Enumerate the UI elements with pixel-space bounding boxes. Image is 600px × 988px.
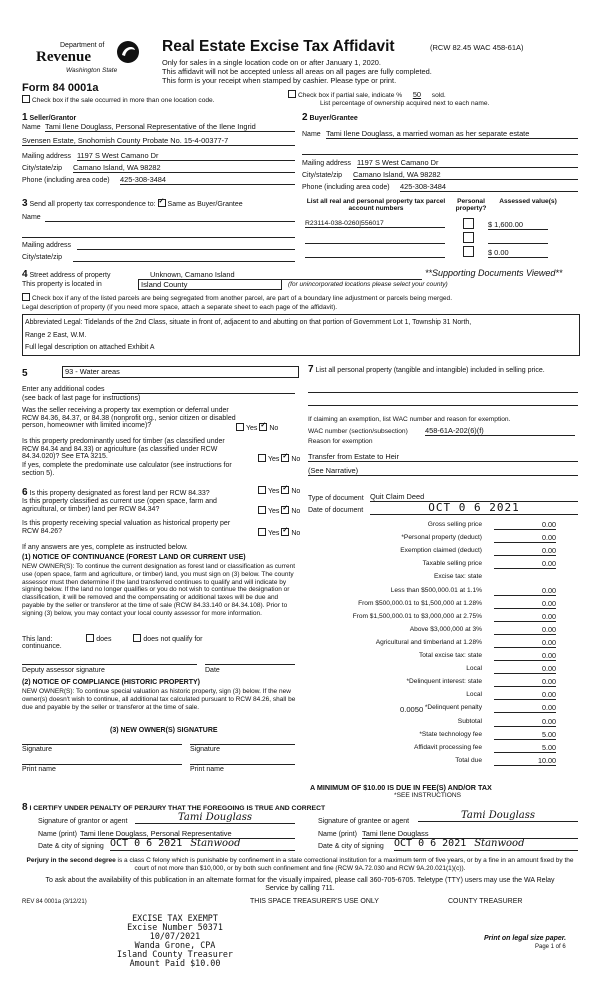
alternate-format-note: To ask about the availability of this publication in an alternate format for the visually impaired, please call 360-705-6705. Teletype (TTY) users may use the WA Relay Service by calling 711. bbox=[45, 877, 555, 893]
owner-sig-label-1: Signature bbox=[22, 746, 52, 753]
deputy-date-label: Date bbox=[205, 667, 220, 674]
parcel-number-3[interactable] bbox=[305, 250, 445, 258]
deputy-sig-label: Deputy assessor signature bbox=[22, 667, 105, 674]
s6q3-yes-no: Yes ✓ No bbox=[258, 528, 300, 537]
partial-sale-row bbox=[288, 90, 446, 99]
calc-value[interactable]: 5.00 bbox=[494, 730, 556, 740]
notice2-body: NEW OWNER(S): To continue special valuation as historic property, sign (3) below. If the new owner(s) doesn't wish to continue, all additional tax calculated pursuant to RCW 84.26, shall be due and payable by the seller or transferor at the time of sale. bbox=[22, 688, 296, 711]
partial-sale-label-b: sold. bbox=[431, 92, 446, 99]
legal-label: Legal description of property (if you need more space, attach a separate sheet to each page of the affidavit). bbox=[22, 304, 338, 311]
seller-address[interactable]: 1197 S West Camano Dr bbox=[77, 151, 295, 161]
buyer-city-label: City/state/zip bbox=[302, 172, 343, 179]
legal-description-box[interactable] bbox=[22, 314, 580, 356]
buyer-name[interactable]: Tami Ilene Douglass, a married woman as her separate estate bbox=[326, 129, 578, 139]
owner-sig-field-1[interactable] bbox=[22, 742, 182, 745]
deputy-signature-field[interactable] bbox=[22, 662, 197, 665]
corr-name-label: Name bbox=[22, 214, 41, 221]
corr-address-label: Mailing address bbox=[22, 242, 72, 249]
grantor-signature[interactable]: Tami Douglass bbox=[135, 812, 295, 824]
owner-sig-label-2: Signature bbox=[190, 746, 220, 753]
buyer-city[interactable]: Camano Island, WA 98282 bbox=[353, 170, 578, 180]
corr-city-label: City/state/zip bbox=[22, 254, 63, 261]
grantee-date: OCT 0 6 2021 bbox=[394, 838, 467, 849]
buyer-address-label: Mailing address bbox=[302, 160, 352, 167]
calc-row bbox=[300, 625, 560, 637]
calc-row bbox=[300, 651, 560, 663]
multi-location-row bbox=[22, 95, 215, 104]
calc-value[interactable]: 5.00 bbox=[494, 743, 556, 753]
new-owner-title: (3) NEW OWNER(S) SIGNATURE bbox=[110, 727, 218, 734]
personal-checkbox-1[interactable] bbox=[463, 218, 474, 229]
calc-label: *State technology fee bbox=[419, 730, 482, 738]
calc-row bbox=[300, 572, 560, 584]
correspondence-label: Send all property tax correspondence to: bbox=[29, 201, 156, 208]
doc-date-label: Date of document bbox=[308, 507, 364, 514]
assessed-col-header: Assessed value(s) bbox=[499, 198, 557, 205]
calc-row bbox=[300, 690, 560, 702]
segregated-row bbox=[22, 293, 452, 302]
seller-city[interactable]: Camano Island, WA 98282 bbox=[73, 163, 295, 173]
grantee-signature[interactable]: Tami Douglass bbox=[418, 810, 578, 822]
q2-no-checkbox[interactable] bbox=[281, 454, 289, 462]
calc-row bbox=[300, 520, 560, 532]
street-row: 4 Street address of property bbox=[22, 269, 111, 280]
legal-line2: Range 2 East, W.M. bbox=[25, 332, 87, 339]
assessed-value-2[interactable] bbox=[488, 236, 548, 244]
assessed-value-1[interactable]: $ 1,600.00 bbox=[488, 220, 548, 230]
dept-line3: Washington State bbox=[66, 67, 118, 74]
reason-line1[interactable]: Transfer from Estate to Heir bbox=[308, 452, 578, 462]
multi-location-checkbox[interactable] bbox=[22, 95, 30, 103]
personal-property-line2[interactable] bbox=[308, 403, 578, 406]
calc-value[interactable]: 0.00 bbox=[494, 717, 556, 727]
q1-yes-no: Yes ✓ No bbox=[236, 423, 278, 432]
seller-name-label: Name bbox=[22, 124, 41, 131]
see-instructions: *SEE INSTRUCTIONS bbox=[394, 792, 462, 799]
owner-print-label-1: Print name bbox=[22, 766, 56, 773]
parcel-number-2[interactable] bbox=[305, 236, 445, 244]
local-rate: 0.0050 bbox=[400, 705, 424, 714]
grantee-sig-label: Signature of grantee or agent bbox=[318, 818, 410, 825]
stamp-line4: Wanda Grone, CPA bbox=[134, 940, 216, 950]
multi-location-label: Check box if the sale occurred in more than one location code. bbox=[32, 97, 215, 104]
supporting-docs-stamp: **Supporting Documents Viewed** bbox=[425, 268, 563, 278]
calc-value[interactable]: 0.00 bbox=[494, 533, 556, 543]
this-land-row: This land: does does not qualify for bbox=[22, 636, 203, 643]
notice2-title: (2) NOTICE OF COMPLIANCE (HISTORIC PROPERTY) bbox=[22, 679, 200, 686]
personal-checkbox-3[interactable] bbox=[463, 246, 474, 257]
parcel-col-header: List all real and personal property tax parcel account numbers bbox=[306, 198, 446, 212]
treasurer-stamp bbox=[110, 914, 240, 968]
calc-label: Agricultural and timberland at 1.28% bbox=[375, 638, 482, 646]
assessed-value-3[interactable]: $ 0.00 bbox=[488, 248, 548, 258]
calc-row bbox=[300, 638, 560, 650]
s6q2-no-checkbox[interactable] bbox=[281, 506, 289, 514]
calc-value[interactable]: 0.00 bbox=[494, 638, 556, 648]
calc-row bbox=[300, 756, 560, 768]
calc-label: Subtotal bbox=[457, 717, 482, 725]
calc-label: Local bbox=[466, 691, 482, 699]
certify-heading: 8 I CERTIFY UNDER PENALTY OF PERJURY THAT THE FOREGOING IS TRUE AND CORRECT bbox=[22, 802, 326, 813]
forest-question: 6 Is this property designated as forest land per RCW 84.33? bbox=[22, 487, 210, 498]
calc-label: Less than $500,000.01 at 1.1% bbox=[390, 586, 482, 594]
if-yes-note: If any answers are yes, complete as instructed below. bbox=[22, 544, 188, 551]
doc-type[interactable]: Quit Claim Deed bbox=[370, 492, 578, 502]
calc-label: Exemption claimed (deduct) bbox=[400, 547, 482, 555]
q2-yes-checkbox[interactable] bbox=[258, 454, 266, 462]
seller-phone[interactable]: 425-308-3484 bbox=[120, 175, 295, 185]
section5-num: 5 bbox=[22, 368, 28, 379]
ownership-note: List percentage of ownership acquired next to each name. bbox=[320, 100, 490, 107]
located-label: This property is located in bbox=[22, 281, 102, 288]
calc-value[interactable]: 0.00 bbox=[494, 599, 556, 609]
form-number: Form 84 0001a bbox=[22, 82, 99, 94]
same-as-buyer-checkbox[interactable] bbox=[158, 199, 166, 207]
doc-type-label: Type of document bbox=[308, 495, 364, 502]
wac-number[interactable]: 458-61A-202(6)(f) bbox=[425, 426, 575, 436]
legal-paper-note: Print on legal size paper. bbox=[484, 935, 567, 942]
calc-label: Excise tax: state bbox=[433, 573, 482, 581]
calc-row bbox=[300, 730, 560, 742]
calc-row bbox=[300, 533, 560, 545]
notice-line2: This affidavit will not be accepted unless all areas on all pages are fully completed. bbox=[162, 67, 432, 76]
s6q3-yes-checkbox[interactable] bbox=[258, 528, 266, 536]
does-not-checkbox[interactable] bbox=[133, 634, 141, 642]
calc-value[interactable]: 0.00 bbox=[494, 612, 556, 622]
q1-yes-checkbox[interactable] bbox=[236, 423, 244, 431]
grantor-name[interactable]: Tami Ilene Douglass, Personal Representative bbox=[80, 829, 295, 839]
partial-sale-checkbox[interactable] bbox=[288, 90, 296, 98]
same-as-buyer-label: Same as Buyer/Grantee bbox=[167, 201, 243, 208]
owner-sig-field-2[interactable] bbox=[190, 742, 295, 745]
calc-row bbox=[300, 546, 560, 558]
calc-row bbox=[300, 717, 560, 729]
dept-of-revenue-logo bbox=[20, 38, 145, 80]
owner-print-field-2[interactable] bbox=[190, 762, 295, 765]
county-treasurer: COUNTY TREASURER bbox=[448, 898, 523, 905]
buyer-name-line2[interactable] bbox=[302, 146, 578, 155]
grantor-date-label: Date & city of signing bbox=[38, 843, 104, 850]
buyer-name-label: Name bbox=[302, 131, 321, 138]
calc-row bbox=[300, 586, 560, 598]
land-use-code[interactable]: 93 - Water areas bbox=[62, 366, 299, 378]
calc-value[interactable]: 0.00 bbox=[494, 690, 556, 700]
doc-date[interactable]: OCT 0 6 2021 bbox=[370, 501, 578, 515]
q1-no-checkbox[interactable] bbox=[259, 423, 267, 431]
calc-label: Total excise tax: state bbox=[418, 652, 482, 659]
wac-label: WAC number (section/subsection) bbox=[308, 428, 408, 435]
treasurer-use: THIS SPACE TREASURER'S USE ONLY bbox=[250, 898, 379, 905]
calc-value[interactable]: 0.00 bbox=[494, 559, 556, 569]
corr-city-field[interactable] bbox=[73, 254, 295, 262]
calc-label: *Personal property (deduct) bbox=[401, 534, 482, 542]
timber-question: Is this property predominantly used for timber (as classified under RCW 84.34 and 84.33) or agriculture (as classified under RCW 84.34.020)? See ETA 3215. bbox=[22, 438, 225, 461]
calc-value[interactable]: 0.00 bbox=[494, 586, 556, 596]
reason-label: Reason for exemption bbox=[308, 438, 373, 445]
legal-line1: Abbreviated Legal: Tidelands of the 2nd Class, situate in front of, adjacent to and abutting on that portion of Government Lot 1, Township 31 North, bbox=[25, 319, 472, 326]
s6q1-yes-no: Yes ✓ No bbox=[258, 486, 300, 495]
personal-checkbox-2[interactable] bbox=[463, 232, 474, 243]
calc-row bbox=[300, 612, 560, 624]
street-address[interactable]: Unknown, Camano Island bbox=[150, 270, 422, 280]
calc-value[interactable]: 0.00 bbox=[494, 520, 556, 530]
calc-row bbox=[300, 559, 560, 571]
calc-value[interactable]: 0.00 bbox=[494, 625, 556, 635]
stamp-line1: EXCISE TAX EXEMPT bbox=[132, 913, 218, 923]
historic-question: Is this property receiving special valuation as historical property per RCW 84.26? bbox=[22, 520, 231, 535]
buyer-phone-label: Phone (including area code) bbox=[302, 184, 390, 191]
q2-yes-no: Yes ✓ No bbox=[258, 454, 300, 463]
grantor-date-city[interactable] bbox=[110, 838, 295, 851]
calc-row bbox=[300, 677, 560, 689]
s6q3-no-checkbox[interactable] bbox=[281, 528, 289, 536]
segregated-label: Check box if any of the listed parcels are being segregated from another parcel, are part of a boundary line adjustment or parcels being merged. bbox=[32, 295, 453, 302]
form-title: Real Estate Excise Tax Affidavit bbox=[162, 38, 395, 55]
page-number: Page 1 of 6 bbox=[535, 944, 566, 950]
seller-heading: 1 Seller/Grantor bbox=[22, 112, 77, 123]
notice1-body: NEW OWNER(S): To continue the current designation as forest land or classification as current use (open space, farm and agriculture, or timber) land, you must sign on (3) below. The county assessor must then determine if the land transferred continues to qualify and will indicate by signing below. If the land no longer qualifies or you do not wish to continue the designation or classification, it will be removed and the compensating or additional taxes will be due and payable by the seller or transferor at the time of sale (RCW 84.33.140 or 84.34.108). Prior to signing (3) below, you may contact your local county assessor for more information. bbox=[22, 563, 295, 617]
dept-line2: Revenue bbox=[36, 49, 91, 65]
grantee-name[interactable]: Tami Ilene Douglass bbox=[362, 829, 578, 839]
calc-value[interactable]: 0.00 bbox=[494, 546, 556, 556]
notice-line1: Only for sales in a single location code on or after January 1, 2020. bbox=[162, 58, 381, 67]
buyer-phone[interactable]: 425-308-3484 bbox=[400, 182, 578, 192]
seller-phone-label: Phone (including area code) bbox=[22, 177, 110, 184]
grantor-city: Stanwood bbox=[190, 838, 241, 849]
calc-label: Local bbox=[466, 665, 482, 673]
calc-value[interactable]: 0.00 bbox=[494, 664, 556, 674]
corr-name-line2[interactable] bbox=[22, 230, 295, 238]
calc-label: Above $3,000,000 at 3% bbox=[409, 625, 482, 633]
calc-row bbox=[300, 664, 560, 676]
calc-label: *Delinquent penalty bbox=[424, 704, 482, 712]
rev-number: REV 84 0001a (3/12/21) bbox=[22, 899, 87, 905]
grantor-name-label: Name (print) bbox=[38, 831, 77, 838]
partial-sale-label-a: Check box if partial sale, indicate % bbox=[298, 92, 403, 99]
current-use-question: Is this property classified as current use (open space, farm and agricultural, or timber) land per RCW 84.34? bbox=[22, 498, 217, 513]
s6q1-yes-checkbox[interactable] bbox=[258, 486, 266, 494]
grantee-city: Stanwood bbox=[474, 838, 525, 849]
s6q1-no-checkbox[interactable] bbox=[281, 486, 289, 494]
grantee-name-label: Name (print) bbox=[318, 831, 357, 838]
calc-label: Total due bbox=[455, 756, 482, 764]
calc-label: Taxable selling price bbox=[422, 560, 482, 568]
calc-row bbox=[300, 599, 560, 611]
buyer-address[interactable]: 1197 S West Camano Dr bbox=[357, 158, 578, 168]
stamp-line3: 10/07/2021 bbox=[149, 931, 201, 941]
minimum-note: A MINIMUM OF $10.00 IS DUE IN FEE(S) AND/OR TAX bbox=[310, 783, 492, 792]
grantee-date-city[interactable] bbox=[394, 838, 578, 851]
calc-value[interactable]: 0.00 bbox=[494, 677, 556, 687]
calc-label: From $1,500,000.01 to $3,000,000 at 2.75% bbox=[352, 612, 482, 620]
revenue-logo-icon bbox=[116, 40, 140, 64]
stamp-line5: Island County Treasurer bbox=[117, 949, 233, 959]
exemption-question: Was the seller receiving a property tax exemption or deferral under RCW 84.36, 84.37, or 84.38 (nonprofit org., senior citizen or disabled person, homeowner with limited income)? bbox=[22, 407, 236, 430]
personal-col-header: Personal property? bbox=[455, 198, 487, 212]
stamp-line2: Excise Number 50371 bbox=[127, 922, 223, 932]
deputy-date-field[interactable] bbox=[205, 662, 295, 665]
seller-name-line2[interactable]: Svensen Estate, Snohomish County Probate No. 15-4-00377-7 bbox=[22, 136, 295, 146]
continuance-label: continuance. bbox=[22, 643, 62, 650]
s6q2-yes-no: Yes ✓ No bbox=[258, 506, 300, 515]
codes-note: (see back of last page for instructions) bbox=[22, 395, 141, 402]
calc-row bbox=[300, 703, 560, 715]
personal-property-line1[interactable] bbox=[308, 390, 578, 393]
buyer-heading: 2 Buyer/Grantee bbox=[302, 112, 358, 123]
notice1-title: (1) NOTICE OF CONTINUANCE (FOREST LAND OR CURRENT USE) bbox=[22, 554, 246, 561]
calc-value[interactable]: 10.00 bbox=[494, 756, 556, 766]
section7-label: 7 List all personal property (tangible and intangible) included in selling price. bbox=[308, 364, 545, 375]
seller-name-line1[interactable]: Tami Ilene Douglass, Personal Representative of the Ilene Ingrid bbox=[45, 122, 295, 132]
dept-line1: Department of bbox=[60, 42, 105, 49]
reason-line2[interactable]: (See Narrative) bbox=[308, 466, 578, 476]
partial-sale-pct[interactable]: 50 bbox=[412, 90, 422, 99]
county-select[interactable]: Island County bbox=[138, 279, 282, 290]
owner-print-label-2: Print name bbox=[190, 766, 224, 773]
calc-row bbox=[300, 743, 560, 755]
calc-label: Affidavit processing fee bbox=[413, 743, 482, 751]
notice-line3: This form is your receipt when stamped by cashier. Please type or print. bbox=[162, 76, 397, 85]
parcel-number-1[interactable]: R23114-038-0260|556017 bbox=[305, 220, 445, 228]
calc-label: From $500,000.01 to $1,500,000 at 1.28% bbox=[358, 599, 482, 607]
correspondence-row: 3 Send all property tax correspondence to: ✓ Same as Buyer/Grantee bbox=[22, 198, 243, 209]
does-checkbox[interactable] bbox=[86, 634, 94, 642]
exemption-instr: If claiming an exemption, list WAC number and reason for exemption. bbox=[308, 416, 511, 423]
stamp-line6: Amount Paid $10.00 bbox=[129, 958, 221, 968]
rcw-reference: (RCW 82.45 WAC 458-61A) bbox=[430, 43, 524, 52]
segregated-checkbox[interactable] bbox=[22, 293, 30, 301]
grantee-date-label: Date & city of signing bbox=[318, 843, 384, 850]
additional-codes-field[interactable] bbox=[112, 386, 295, 394]
s6q2-yes-checkbox[interactable] bbox=[258, 506, 266, 514]
seller-address-label: Mailing address bbox=[22, 153, 72, 160]
unincorporated-note: (for unincorporated locations please select your county) bbox=[288, 281, 448, 288]
calc-label: Gross selling price bbox=[427, 521, 482, 528]
legal-line3: Full legal description on attached Exhibit A bbox=[25, 344, 155, 351]
timber-note: If yes, complete the predominate use calculator (see instructions for section 5). bbox=[22, 462, 232, 477]
perjury-notice: Perjury in the second degree is a class C felony which is punishable by confinement in a state correctional institution for a maximum term of five years, or by a fine in an amount fixed by the court of not more than $10,000, or by both such confinement and fine (RCW 9A.72.030 and RCW 9A.20.021(1)(c)). bbox=[26, 857, 574, 872]
additional-codes-label: Enter any additional codes bbox=[22, 386, 105, 393]
grantor-date: OCT 0 6 2021 bbox=[110, 838, 183, 849]
corr-address-field[interactable] bbox=[77, 242, 295, 250]
calc-value[interactable]: 0.00 bbox=[494, 703, 556, 713]
street-label: Street address of property bbox=[29, 272, 111, 279]
corr-name-field[interactable] bbox=[45, 214, 295, 222]
seller-city-label: City/state/zip bbox=[22, 165, 63, 172]
calc-label: *Delinquent interest: state bbox=[406, 678, 482, 686]
owner-print-field-1[interactable] bbox=[22, 762, 182, 765]
grantor-sig-label: Signature of grantor or agent bbox=[38, 818, 128, 825]
calc-value[interactable]: 0.00 bbox=[494, 651, 556, 661]
